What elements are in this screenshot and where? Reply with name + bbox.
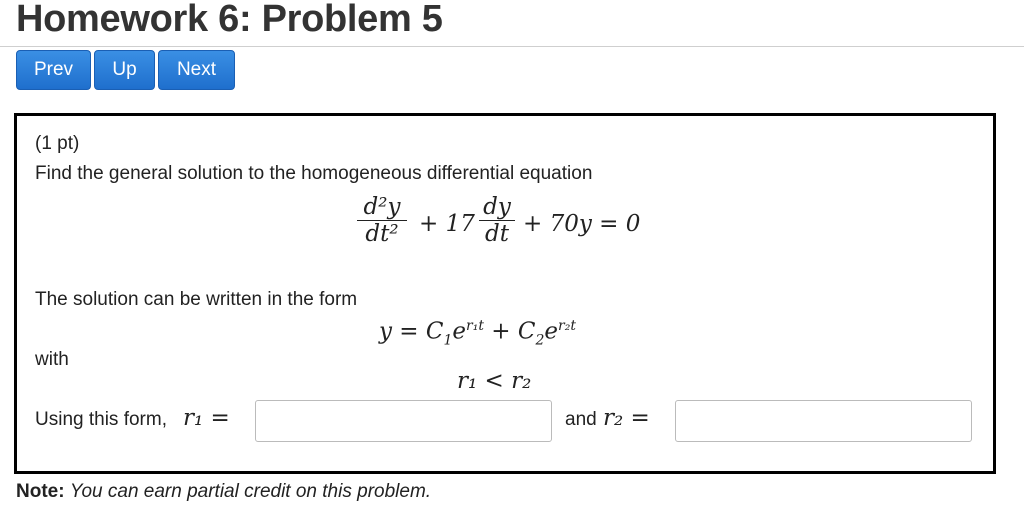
problem-points: (1 pt) <box>35 133 80 154</box>
eq-term2-denominator: dt <box>479 220 515 247</box>
r2-answer-input[interactable] <box>675 400 972 442</box>
form-e2-exponent: r₂t <box>558 318 576 334</box>
eq-term2-numerator: dy <box>483 194 511 220</box>
title-divider <box>0 46 1024 47</box>
up-button[interactable]: Up <box>94 50 155 90</box>
page-title: Homework 6: Problem 5 <box>16 0 443 40</box>
with-text: with <box>35 349 69 370</box>
eq-term1-numerator: d²y <box>363 194 401 220</box>
root-condition: r₁ < r₂ <box>457 368 532 394</box>
form-text: The solution can be written in the form <box>35 289 358 310</box>
form-c2-subscript: 2 <box>535 332 545 349</box>
note-text: You can earn partial credit on this problem. <box>69 481 432 502</box>
form-mid: + C <box>483 318 536 345</box>
form-c1-subscript: 1 <box>443 332 453 349</box>
eq-plus-17: + 17 <box>419 211 475 237</box>
and-text: and <box>565 409 597 430</box>
r2-label: r₂ = <box>603 405 650 431</box>
next-button[interactable]: Next <box>158 50 235 90</box>
form-e1-exponent: r₁t <box>466 318 484 334</box>
form-lhs: y = C <box>379 318 444 345</box>
r1-answer-input[interactable] <box>255 400 552 442</box>
form-e2: e <box>544 318 559 345</box>
eq-rest: + 70y = 0 <box>523 211 641 237</box>
partial-credit-note <box>16 481 431 503</box>
problem-navigation <box>16 50 235 90</box>
eq-term1-denominator: dt² <box>357 220 407 247</box>
r1-label: r₁ = <box>183 405 230 431</box>
solution-form-equation <box>379 318 576 348</box>
using-form-text: Using this form, <box>35 409 167 430</box>
problem-box <box>14 113 996 474</box>
prev-button[interactable]: Prev <box>16 50 91 90</box>
problem-prompt: Find the general solution to the homogeneous differential equation <box>35 163 593 184</box>
form-e1: e <box>452 318 467 345</box>
note-label: Note: <box>16 481 65 502</box>
